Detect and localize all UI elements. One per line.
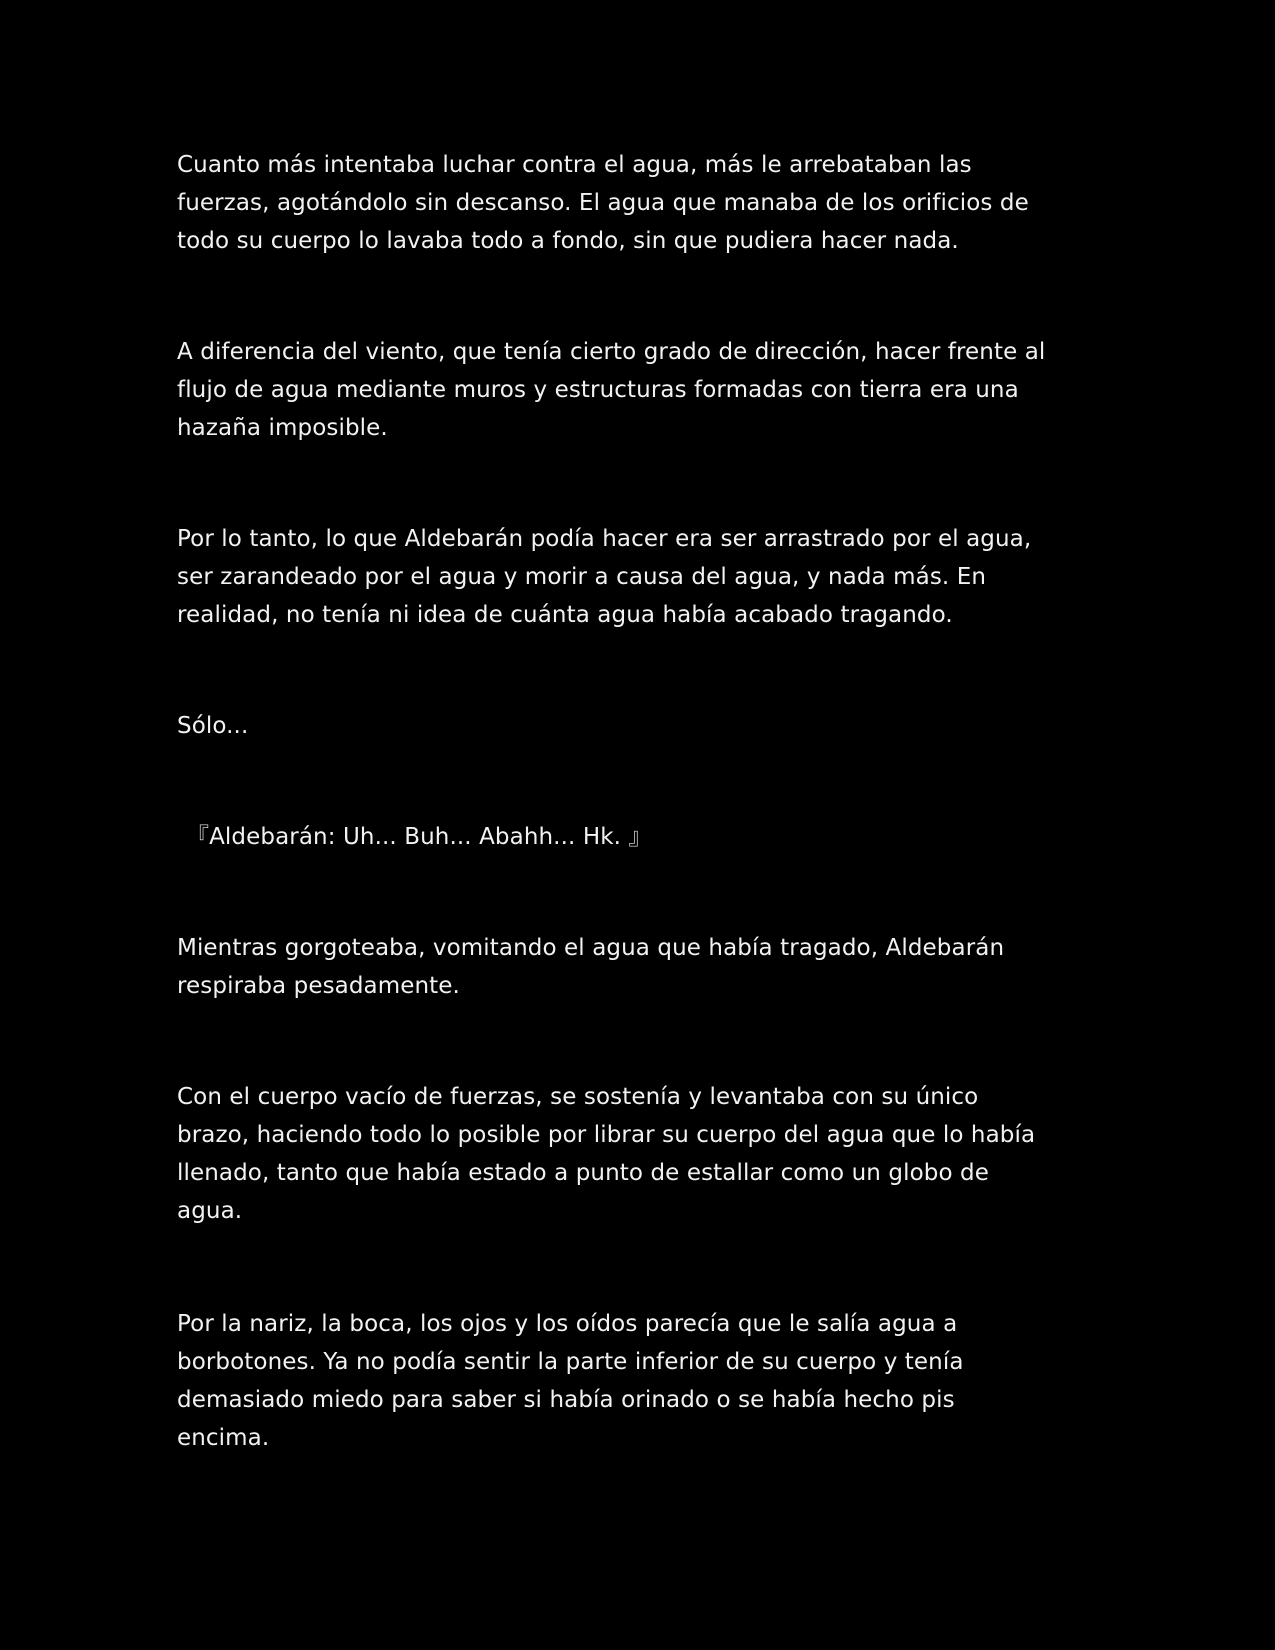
- paragraph-8: Por la nariz, la boca, los ojos y los oídos parecía que le salía agua a borbotones. Ya no podía sentir la parte inferior de su cuerpo y tenía demasiado miedo para saber si había orinado o se había hecho pis encima.: [177, 1311, 964, 1451]
- paragraph-4: Sólo...: [177, 713, 249, 739]
- paragraph-3: Por lo tanto, lo que Aldebarán podía hacer era ser arrastrado por el agua, ser zarandeado por el agua y morir a causa del agua, y nada más. En realidad, no tenía ni idea de cuánta agua había acabado tragando.: [177, 526, 1032, 628]
- paragraph-2: A diferencia del viento, que tenía cierto grado de dirección, hacer frente al flujo de agua mediante muros y estructuras formadas con tierra era una hazaña imposible.: [177, 339, 1046, 441]
- dialogue-line: 『Aldebarán: Uh... Buh... Abahh... Hk. 』: [186, 824, 652, 850]
- paragraph-1: Cuanto más intentaba luchar contra el agua, más le arrebataban las fuerzas, agotándolo sin descanso. El agua que manaba de los orificios de todo su cuerpo lo lavaba todo a fondo, sin que pudiera hacer nada.: [177, 152, 1029, 254]
- paragraph-7: Con el cuerpo vacío de fuerzas, se sostenía y levantaba con su único brazo, haciendo todo lo posible por librar su cuerpo del agua que lo había llenado, tanto que había estado a punto de estallar como un globo de agua.: [177, 1084, 1036, 1224]
- paragraph-6: Mientras gorgoteaba, vomitando el agua que había tragado, Aldebarán respiraba pesadamente.: [177, 935, 1005, 999]
